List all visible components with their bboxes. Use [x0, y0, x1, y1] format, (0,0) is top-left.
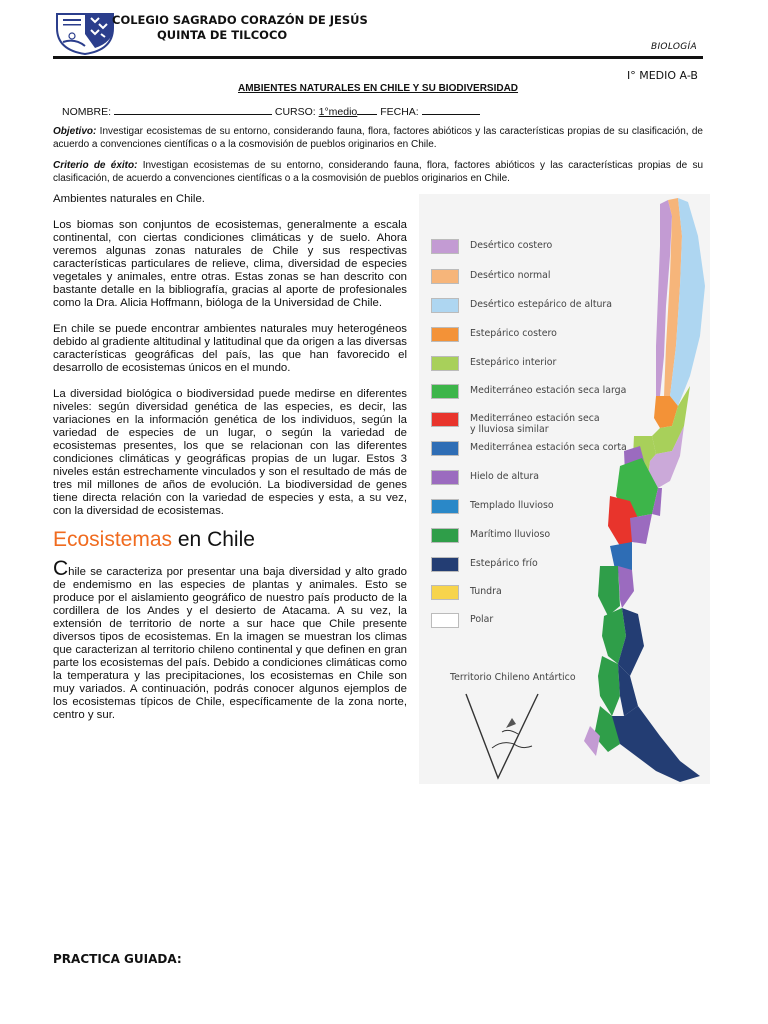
chile-climate-map: [560, 196, 710, 786]
header-divider: [53, 56, 703, 59]
legend-swatch: [431, 585, 459, 600]
legend-label: Mediterráneo estación seca y lluviosa similar: [470, 413, 600, 435]
student-info-line: [62, 104, 480, 118]
legend-label: Tundra: [470, 586, 502, 597]
legend-swatch: [431, 470, 459, 485]
objective-text: Investigar ecosistemas de su entorno, considerando fauna, flora, factores abióticos y las características propias de su clasificación, de acuerdo a convenciones científicas o a la cosmovisión de pueblos originarios en Chile.: [53, 126, 703, 150]
fecha-field[interactable]: [422, 104, 480, 115]
legend-label: Desértico estepárico de altura: [470, 299, 613, 310]
legend-label: Mediterráneo estación seca larga: [470, 385, 627, 396]
legend-swatch: [431, 269, 459, 284]
legend-label: Desértico normal: [470, 270, 551, 281]
legend-label: Polar: [470, 614, 494, 625]
legend-swatch: [431, 557, 459, 572]
ecosystems-heading-rest: en Chile: [172, 528, 255, 551]
course-level: I° MEDIO A-B: [627, 69, 698, 82]
dropcap-letter: C: [53, 557, 69, 580]
curso-label: CURSO:: [274, 106, 316, 118]
legend-label: Mediterránea estación seca corta: [470, 442, 627, 453]
legend-swatch: [431, 528, 459, 543]
legend-label: Desértico costero: [470, 240, 553, 251]
legend-swatch: [431, 613, 459, 628]
school-logo: [55, 12, 115, 56]
intro-heading: Ambientes naturales en Chile.: [53, 193, 205, 205]
legend-swatch: [431, 441, 459, 456]
legend-label: Templado lluvioso: [470, 500, 554, 511]
subject-label: BIOLOGÍA: [651, 42, 697, 52]
fecha-label: FECHA:: [380, 106, 419, 118]
ecosystems-paragraph: [53, 557, 407, 722]
legend-label: Hielo de altura: [470, 471, 540, 482]
curso-value[interactable]: 1°medio: [318, 106, 358, 118]
ecosystems-heading: [53, 528, 255, 552]
school-name-line2: QUINTA DE TILCOCO: [157, 28, 288, 42]
curso-blank: [357, 104, 377, 115]
legend-swatch: [431, 384, 459, 399]
criteria-text: Investigan ecosistemas de su entorno, considerando fauna, flora, factores abióticos y las características propias de su clasificación, de acuerdo a convenciones científicas o a la cosmovisión de pueblos originarios en Chile.: [53, 160, 703, 184]
legend-label: Marítimo lluvioso: [470, 529, 551, 540]
antarctic-territory-label: Territorio Chileno Antártico: [450, 672, 576, 683]
objective-label: Objetivo:: [53, 126, 97, 137]
nombre-field[interactable]: [114, 104, 272, 115]
legend-swatch: [431, 298, 459, 313]
heterogeneity-paragraph: En chile se puede encontrar ambientes naturales muy heterogéneos debido al gradiente altitudinal y latitudinal que da origen a las diversas características geográficas del país, las que han favorecido el desarrollo de ecosistemas únicos en el mundo.: [53, 323, 407, 374]
criteria-label: Criterio de éxito:: [53, 160, 138, 171]
criteria-paragraph: [53, 159, 703, 185]
ecosystems-heading-accent: Ecosistemas: [53, 528, 173, 551]
legend-label: Estepárico interior: [470, 357, 557, 368]
nombre-label: NOMBRE:: [62, 106, 112, 118]
legend-swatch: [431, 239, 459, 254]
document-title: AMBIENTES NATURALES EN CHILE Y SU BIODIVERSIDAD: [238, 83, 519, 94]
antarctic-territory-map: [462, 688, 562, 784]
ecosystems-text: hile se caracteriza por presentar una baja diversidad y alto grado de endemismo en las especies de plantas y animales. Esto se produce por el aislamiento geográfico de nuestro país producto de la cordillera de los Andes y el desierto de Atacama. A su vez, la extensión de territorio de norte a sur hace que Chile presente diversos tipos de ecosistemas. En la imagen se muestran los climas que caracterizan al territorio chileno continental y que definen en gran parte los ecosistemas del país. Debido a condiciones climáticas como la temperatura y las precipitaciones, los ecosistemas en Chile son muy variados. A continuación, podrás conocer algunos ejemplos de los ecosistemas típicos de Chile, específicamente de la zona norte, centro y sur.: [53, 566, 407, 721]
legend-swatch: [431, 356, 459, 371]
legend-label: Estepárico frío: [470, 558, 538, 569]
legend-swatch: [431, 499, 459, 514]
guided-practice-heading: PRACTICA GUIADA:: [53, 952, 182, 966]
school-name-line1: COLEGIO SAGRADO CORAZÓN DE JESÚS: [112, 13, 368, 27]
biodiversity-paragraph: La diversidad biológica o biodiversidad puede medirse en diferentes niveles: según diversidad genética de las especies, es decir, las variaciones en la información genética de los individuos, según la variedad de especies de un lugar, o según la variedad de ecosistemas presentes, los que se relacionan con las diferentes condiciones climáticas y geográficas propias de un lugar. Estos 3 niveles están estrechamente vinculados y son el resultado de más de tres mil millones de años de evolución. La biodiversidad de genes tiene directa relación con la variedad de especies y esta, a su vez, con la diversidad de ecosistemas.: [53, 388, 407, 517]
legend-label: Estepárico costero: [470, 328, 557, 339]
intro-text-block: [53, 193, 407, 531]
legend-swatch: [431, 412, 459, 427]
legend-swatch: [431, 327, 459, 342]
biomas-paragraph: Los biomas son conjuntos de ecosistemas, generalmente a escala continental, con ciertas condiciones climáticas y de suelo. Ahora veremos algunas zonas naturales de Chile y sus respectivas características particulares de relieve, clima, diversidad de especies vegetales y animales, entre otras. Estas zonas se han descrito con bastante detalle en la bibliografía, gracias al aporte de profesionales como la Dra. Alicia Hoffmann, bióloga de la Universidad de Chile.: [53, 219, 407, 309]
objective-paragraph: [53, 125, 703, 151]
